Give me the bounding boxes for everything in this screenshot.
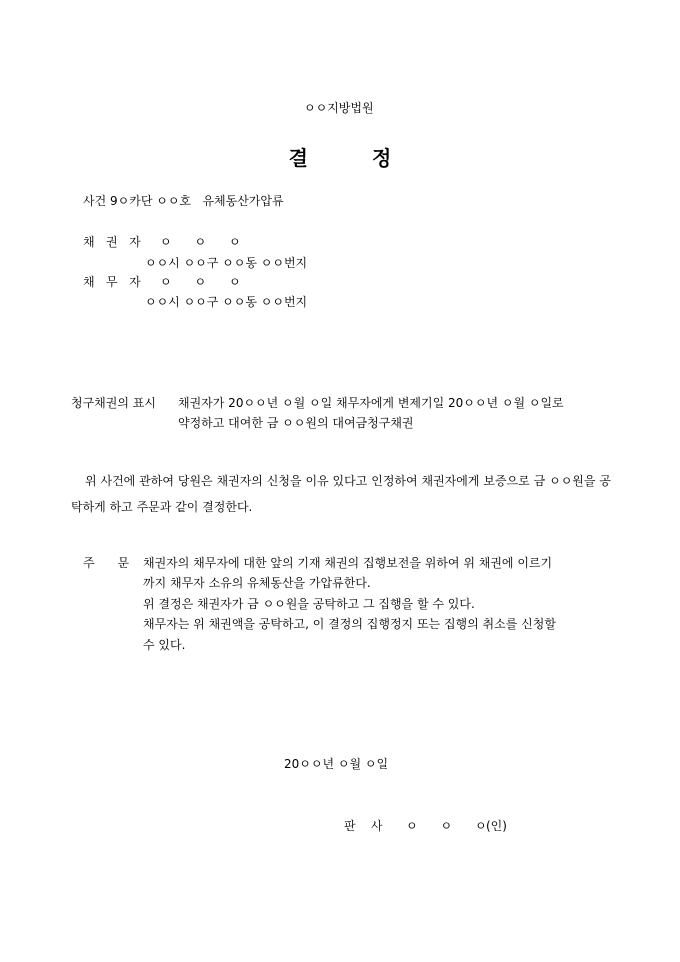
debtor-label: 채 무 자 <box>83 275 141 289</box>
title-char-1: 결 <box>288 146 308 170</box>
creditor-label: 채 권 자 <box>83 235 141 249</box>
case-line: 사건 9ㅇ카단 ㅇㅇ호 유체동산가압류 <box>83 194 284 208</box>
claim-line-1: 채권자가 20ㅇㅇ년 ㅇ월 ㅇ일 채무자에게 변제기일 20ㅇㅇ년 ㅇ월 ㅇ일로 <box>178 396 564 410</box>
judge-label: 판 사 <box>344 819 383 833</box>
debtor-name: ㅇ ㅇ ㅇ <box>160 275 241 289</box>
decision-body: 위 사건에 관하여 당원은 채권자의 신청을 이유 있다고 인정하여 채권자에게 보증으로 금 ㅇㅇ원을 공탁하게 하고 주문과 같이 결정한다. <box>71 474 611 514</box>
title-char-2: 정 <box>372 146 392 170</box>
order-label: 주 문 <box>83 556 130 570</box>
decision-date: 20ㅇㅇ년 ㅇ월 ㅇ일 <box>284 757 389 771</box>
document-title <box>0 142 680 171</box>
judge-name: ㅇ ㅇ ㅇ <box>406 819 487 833</box>
claim-line-2: 약정하고 대여한 금 ㅇㅇ원의 대여금청구채권 <box>178 416 414 430</box>
court-name: ㅇㅇ지방법원 <box>304 101 374 115</box>
judge-seal: (인) <box>486 819 507 833</box>
order-item-2: 위 결정은 채권자가 금 ㅇㅇ원을 공탁하고 그 집행을 할 수 있다. <box>143 597 475 611</box>
claim-label: 청구채권의 표시 <box>71 396 156 410</box>
order-item-1-line-1: 채권자의 채무자에 대한 앞의 기재 채권의 집행보전을 위하여 위 채권에 이르기 <box>143 556 553 570</box>
creditor-address: ㅇㅇ시 ㅇㅇ구 ㅇㅇ동 ㅇㅇ번지 <box>145 256 308 270</box>
creditor-name: ㅇ ㅇ ㅇ <box>160 235 241 249</box>
order-item-3-line-2: 수 있다. <box>143 638 186 652</box>
debtor-address: ㅇㅇ시 ㅇㅇ구 ㅇㅇ동 ㅇㅇ번지 <box>145 295 308 309</box>
order-item-1-line-2: 까지 채무자 소유의 유체동산을 가압류한다. <box>143 576 371 590</box>
order-item-3-line-1: 채무자는 위 채권액을 공탁하고, 이 결정의 집행정지 또는 집행의 취소를 신청할 <box>143 617 556 631</box>
